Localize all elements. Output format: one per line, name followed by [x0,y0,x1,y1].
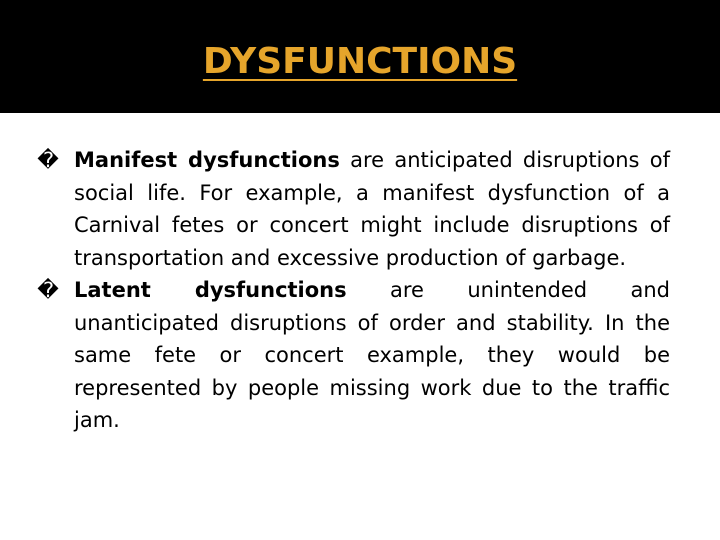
bullet-text: are unintended and unanticipated disruptions of order and stability. In the same fete or concert example, they would be represented by people missing work due to the traffic jam. [74,278,670,432]
bullet-manifest-dysfunctions [37,144,670,274]
bullet-latent-dysfunctions [37,274,670,437]
bullet-term: Manifest dysfunctions [74,148,340,172]
slide-title: DYSFUNCTIONS [202,41,518,82]
bullet-term: Latent dysfunctions [74,278,347,302]
bullet-text: are anticipated disruptions of social life. For example, a manifest dysfunction of a Carnival fetes or concert might include disruptions of transportation and excessive production of garbage. [74,148,670,270]
bullet-icon: � [37,278,59,302]
bullet-icon: � [37,148,59,172]
slide-body [37,144,670,437]
